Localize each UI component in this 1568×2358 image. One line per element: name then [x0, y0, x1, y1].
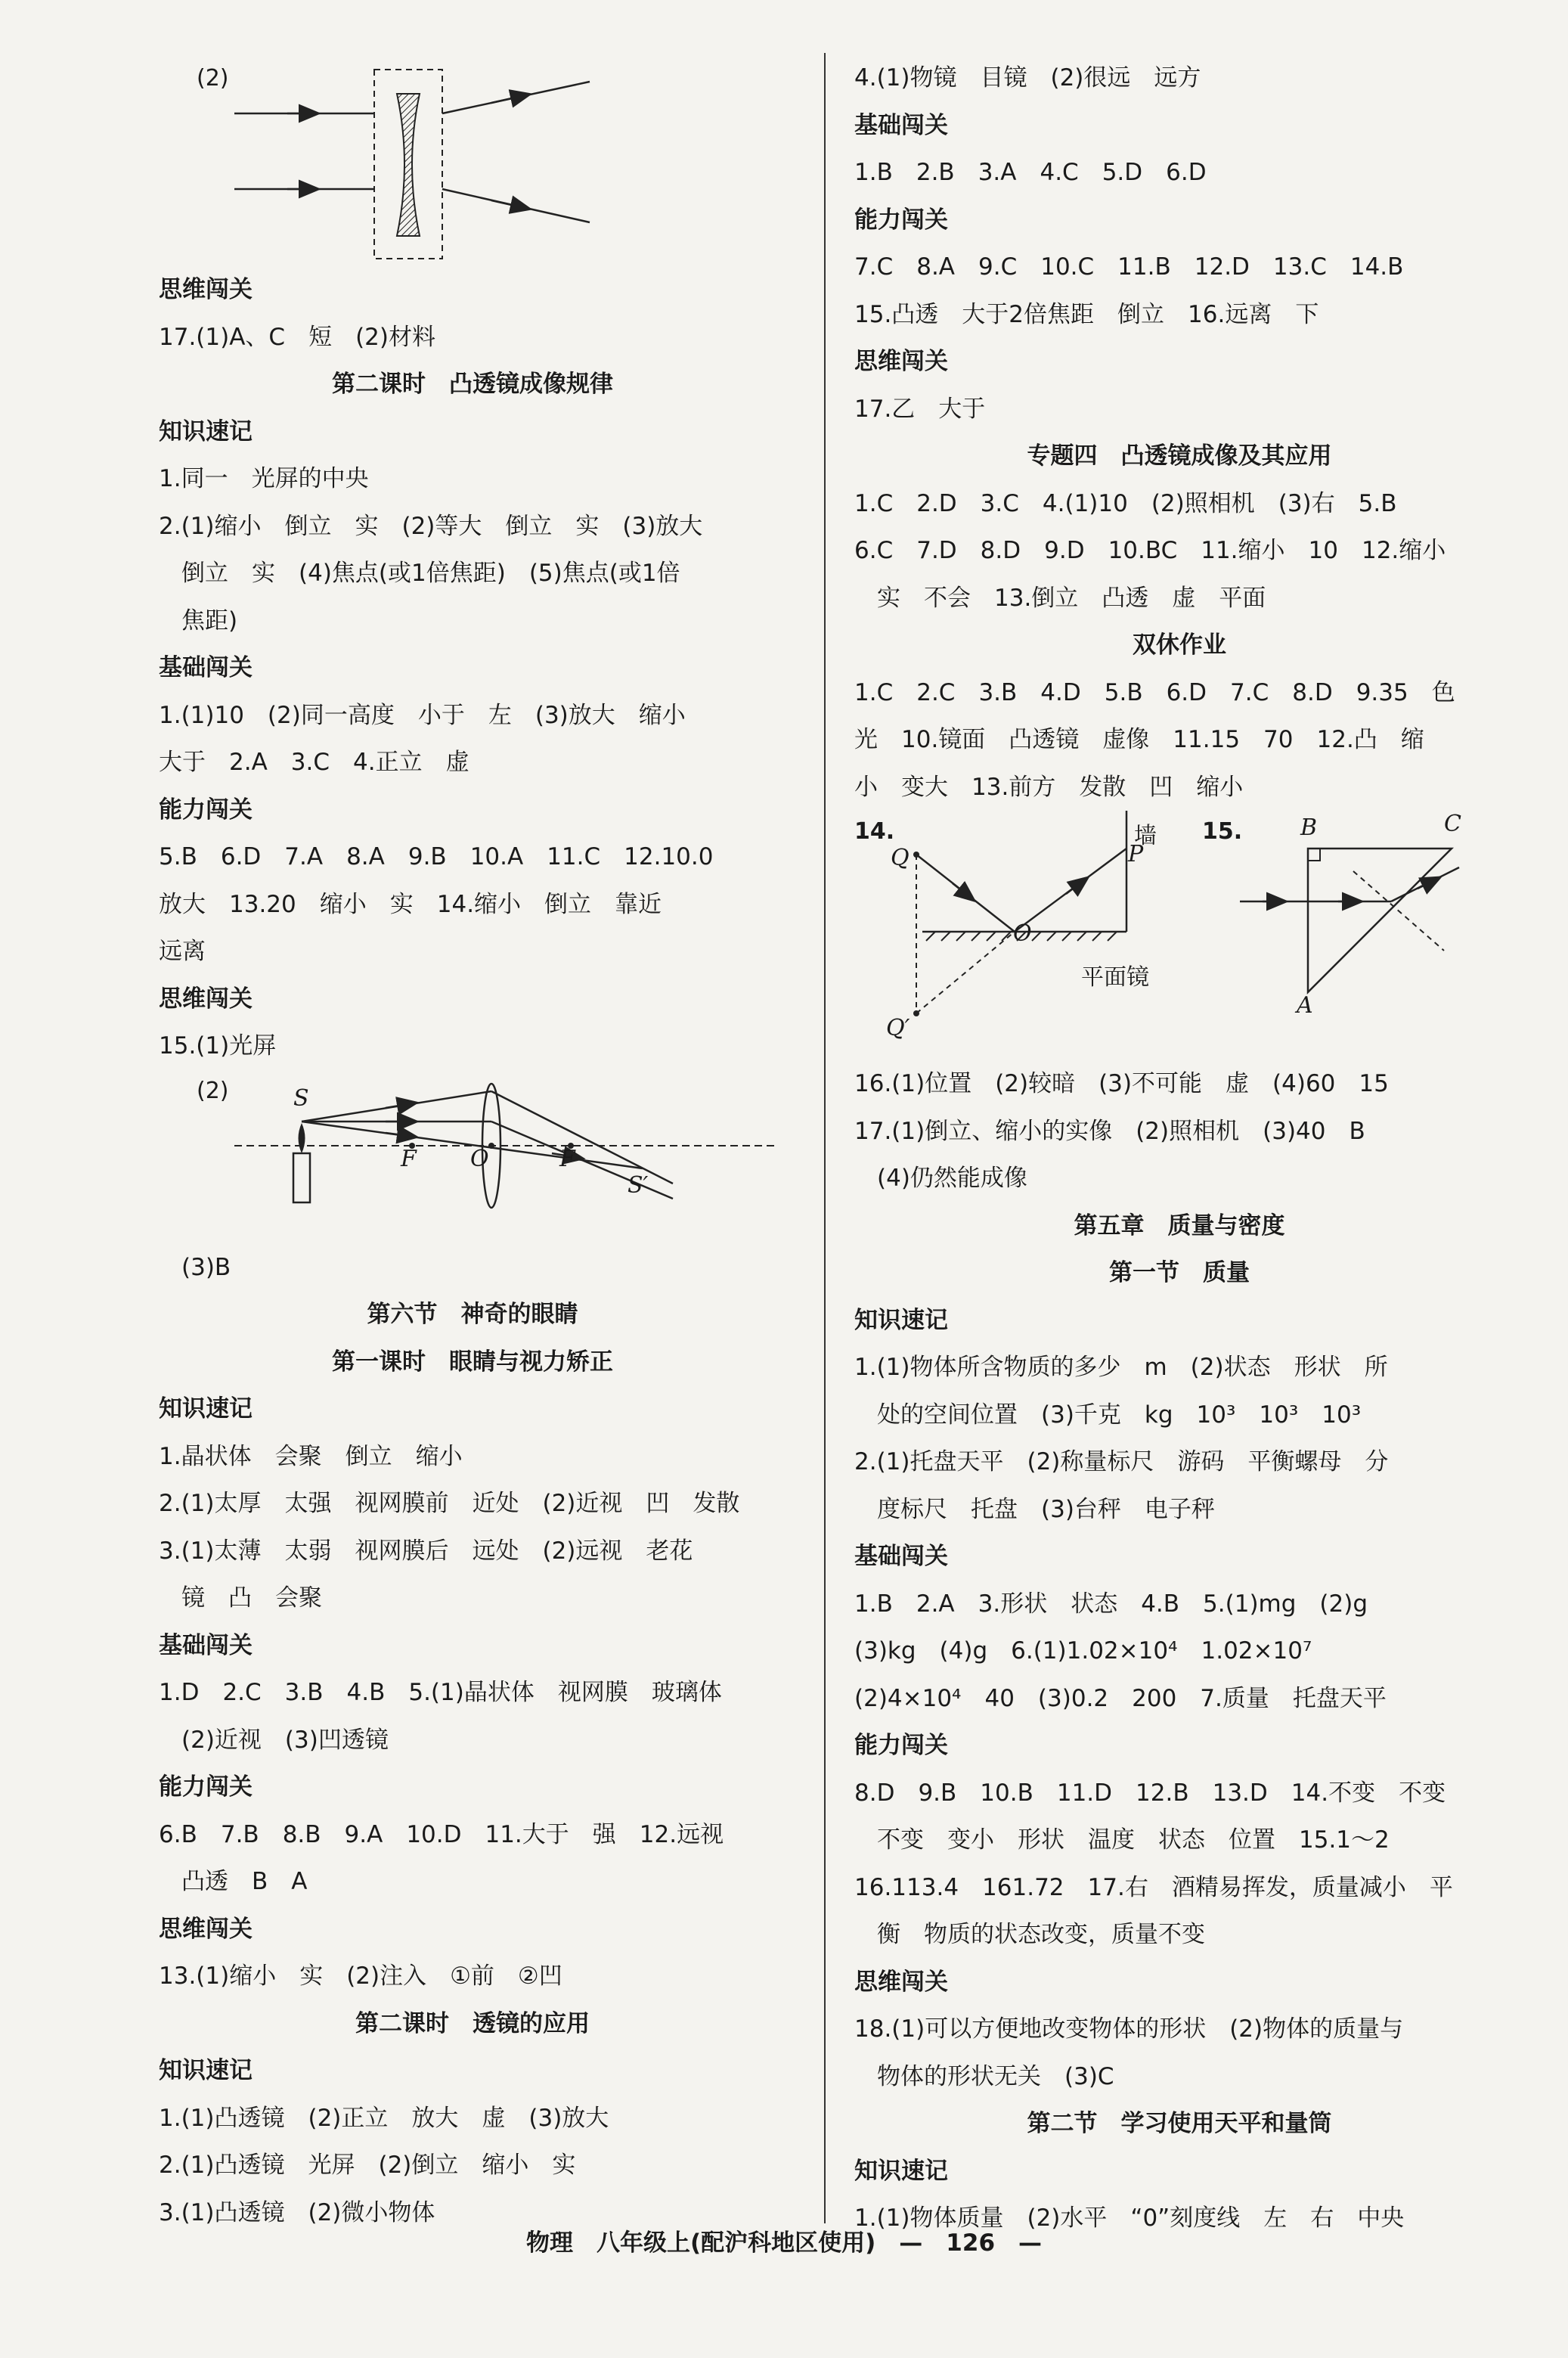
label-Q-image: Q′: [886, 1015, 910, 1041]
answer-line: 1.D 2.C 3.B 4.B 5.(1)晶状体 视网膜 玻璃体: [159, 1679, 722, 1706]
answer-line: 3.(1)凸透镜 (2)微小物体: [159, 2198, 435, 2226]
chapter-title: 第五章 质量与密度: [1074, 1212, 1285, 1240]
section-heading: 思维闯关: [159, 276, 253, 303]
answer-line: 17.乙 大于: [854, 395, 986, 423]
answer-line: 7.C 8.A 9.C 10.C 11.B 12.D 13.C 14.B: [854, 253, 1404, 281]
answer-line: 2.(1)凸透镜 光屏 (2)倒立 缩小 实: [159, 2152, 576, 2179]
answer-line: 处的空间位置 (3)千克 kg 10³ 10³ 10³: [877, 1401, 1362, 1429]
topic-title: 专题四 凸透镜成像及其应用: [1027, 442, 1332, 470]
answer-line: 17.(1)倒立、缩小的实像 (2)照相机 (3)40 B: [854, 1117, 1365, 1145]
answer-line: 物体的形状无关 (3)C: [877, 2062, 1114, 2090]
label-S: S: [293, 1084, 309, 1112]
lesson-title: 第二课时 凸透镜成像规律: [332, 371, 613, 398]
section-heading: 能力闯关: [159, 796, 253, 824]
answer-line: 6.B 7.B 8.B 9.A 10.D 11.大于 强 12.远视: [159, 1820, 724, 1848]
answer-line: 1.C 2.D 3.C 4.(1)10 (2)照相机 (3)右 5.B: [854, 489, 1397, 517]
answer-line: 15.凸透 大于2倍焦距 倒立 16.远离 下: [854, 300, 1319, 328]
answer-line: 16.113.4 161.72 17.右 酒精易挥发，质量减小 平: [854, 1873, 1453, 1901]
answer-line: 1.B 2.B 3.A 4.C 5.D 6.D: [854, 159, 1207, 186]
answer-line: (3)kg (4)g 6.(1)1.02×10⁴ 1.02×10⁷: [854, 1637, 1312, 1665]
section-heading: 能力闯关: [854, 206, 948, 234]
answer-line: 小 变大 13.前方 发散 凹 缩小: [854, 773, 1244, 801]
answer-line: 焦距): [181, 607, 238, 634]
answer-line: 光 10.镜面 凸透镜 虚像 11.15 70 12.凸 缩: [854, 726, 1424, 753]
section-heading: 基础闯关: [159, 654, 253, 681]
answer-line: 1.(1)物体质量 (2)水平 “0”刻度线 左 右 中央: [854, 2204, 1405, 2232]
section-heading: 知识速记: [159, 417, 253, 445]
section-heading: 知识速记: [159, 1395, 253, 1423]
section-heading: 思维闯关: [854, 1968, 948, 1996]
label-A: A: [1297, 992, 1313, 1019]
section-heading: 能力闯关: [159, 1773, 253, 1801]
answer-line: 凸透 B A: [181, 1868, 308, 1895]
answer-line: 远离: [159, 938, 206, 965]
section-heading: 思维闯关: [854, 348, 948, 375]
section-heading: 知识速记: [854, 1306, 948, 1334]
section-heading: 基础闯关: [854, 111, 948, 139]
answer-line: 放大 13.20 缩小 实 14.缩小 倒立 靠近: [159, 890, 662, 918]
figure-label: (2): [197, 1077, 229, 1104]
answer-line: (2)近视 (3)凹透镜: [181, 1726, 389, 1754]
section-heading: 知识速记: [159, 2057, 253, 2084]
column-divider: [824, 53, 826, 2223]
answer-line: 1.C 2.C 3.B 4.D 5.B 6.D 7.C 8.D 9.35 色: [854, 678, 1455, 706]
section-heading: 能力闯关: [854, 1732, 948, 1759]
label-F-left: F: [401, 1145, 417, 1172]
section-heading: 思维闯关: [159, 985, 253, 1013]
answer-line: 1.(1)物体所含物质的多少 m (2)状态 形状 所: [854, 1354, 1388, 1381]
label-F-right: F: [559, 1145, 575, 1172]
figure-label: (2): [197, 65, 229, 92]
answer-line: 2.(1)太厚 太强 视网膜前 近处 (2)近视 凹 发散: [159, 1490, 740, 1517]
answer-line: 16.(1)位置 (2)较暗 (3)不可能 虚 (4)60 15: [854, 1070, 1389, 1097]
question-number: 15.: [1202, 818, 1243, 845]
section-heading: 基础闯关: [159, 1631, 253, 1659]
section-heading: 基础闯关: [854, 1543, 948, 1570]
answer-line: 镜 凸 会聚: [181, 1584, 322, 1612]
label-B: B: [1300, 814, 1318, 841]
answer-line: (2)4×10⁴ 40 (3)0.2 200 7.质量 托盘天平: [854, 1684, 1387, 1712]
section-title: 第六节 神奇的眼睛: [367, 1301, 578, 1328]
right-column: [854, 54, 1504, 2242]
left-column: [159, 54, 786, 2236]
answer-line: 1.(1)10 (2)同一高度 小于 左 (3)放大 缩小: [159, 701, 686, 729]
question-number: 14.: [854, 818, 895, 845]
answer-line: 不变 变小 形状 温度 状态 位置 15.1～2: [877, 1826, 1390, 1854]
lesson-title: 第一课时 眼睛与视力矫正: [332, 1348, 613, 1376]
answer-line: 实 不会 13.倒立 凸透 虚 平面: [877, 584, 1266, 612]
answer-line: 4.(1)物镜 目镜 (2)很远 远方: [854, 64, 1201, 92]
answer-line: 3.(1)太薄 太弱 视网膜后 远处 (2)远视 老花: [159, 1537, 693, 1565]
label-O: O: [470, 1145, 489, 1172]
label-C: C: [1444, 811, 1461, 837]
answer-line: 2.(1)缩小 倒立 实 (2)等大 倒立 实 (3)放大: [159, 512, 703, 540]
answer-line: 6.C 7.D 8.D 9.D 10.BC 11.缩小 10 12.缩小: [854, 537, 1446, 564]
answer-line: 15.(1)光屏: [159, 1032, 277, 1060]
answer-line: 1.同一 光屏的中央: [159, 465, 369, 492]
concave-lens-diagram: [159, 54, 786, 266]
answer-line: 2.(1)托盘天平 (2)称量标尺 游码 平衡螺母 分: [854, 1448, 1389, 1475]
label-P: P: [1128, 841, 1144, 867]
answer-line: 倒立 实 (4)焦点(或1倍焦距) (5)焦点(或1倍: [181, 560, 680, 587]
section-heading: 思维闯关: [159, 1915, 253, 1943]
answer-line: 8.D 9.B 10.B 11.D 12.B 13.D 14.不变 不变: [854, 1779, 1446, 1807]
answer-line: 1.晶状体 会聚 倒立 缩小: [159, 1442, 463, 1470]
answer-line: 13.(1)缩小 实 (2)注入 ①前 ②凹: [159, 1962, 562, 1990]
section-heading: 知识速记: [854, 2157, 948, 2185]
page-footer: 物理 八年级上(配沪科地区使用) — 126 —: [525, 2229, 1043, 2257]
concave-lens-figure: [159, 54, 786, 266]
section-title: 第一节 质量: [1109, 1259, 1250, 1286]
label-Q: Q: [891, 845, 910, 871]
answer-line: 度标尺 托盘 (3)台秤 电子秤: [877, 1495, 1215, 1523]
answer-line: 18.(1)可以方便地改变物体的形状 (2)物体的质量与: [854, 2015, 1404, 2043]
answer-line: 17.(1)A、C 短 (2)材料: [159, 323, 435, 351]
mirror-prism-diagram: [854, 811, 1504, 1060]
label-S-image: S′: [628, 1171, 649, 1199]
mirror-prism-figure: [854, 811, 1504, 1060]
label-plane-mirror: 平面镜: [1081, 964, 1149, 991]
topic-title: 双休作业: [1133, 631, 1226, 659]
answer-line: (4)仍然能成像: [877, 1165, 1027, 1192]
answer-line: 1.B 2.A 3.形状 状态 4.B 5.(1)mg (2)g: [854, 1590, 1368, 1618]
answer-line: 5.B 6.D 7.A 8.A 9.B 10.A 11.C 12.10.0: [159, 843, 714, 870]
label-wall: 墙: [1134, 823, 1157, 849]
answer-line: 1.(1)凸透镜 (2)正立 放大 虚 (3)放大: [159, 2104, 609, 2132]
answer-line: (3)B: [181, 1253, 231, 1281]
lesson-title: 第二课时 透镜的应用: [355, 2009, 590, 2037]
section-title: 第二节 学习使用天平和量筒: [1027, 2110, 1332, 2137]
answer-line: 大于 2.A 3.C 4.正立 虚: [159, 749, 469, 776]
label-O: O: [1013, 920, 1032, 947]
answer-line: 衡 物质的状态改变，质量不变: [877, 1921, 1205, 1948]
convex-lens-figure: [159, 1070, 786, 1244]
